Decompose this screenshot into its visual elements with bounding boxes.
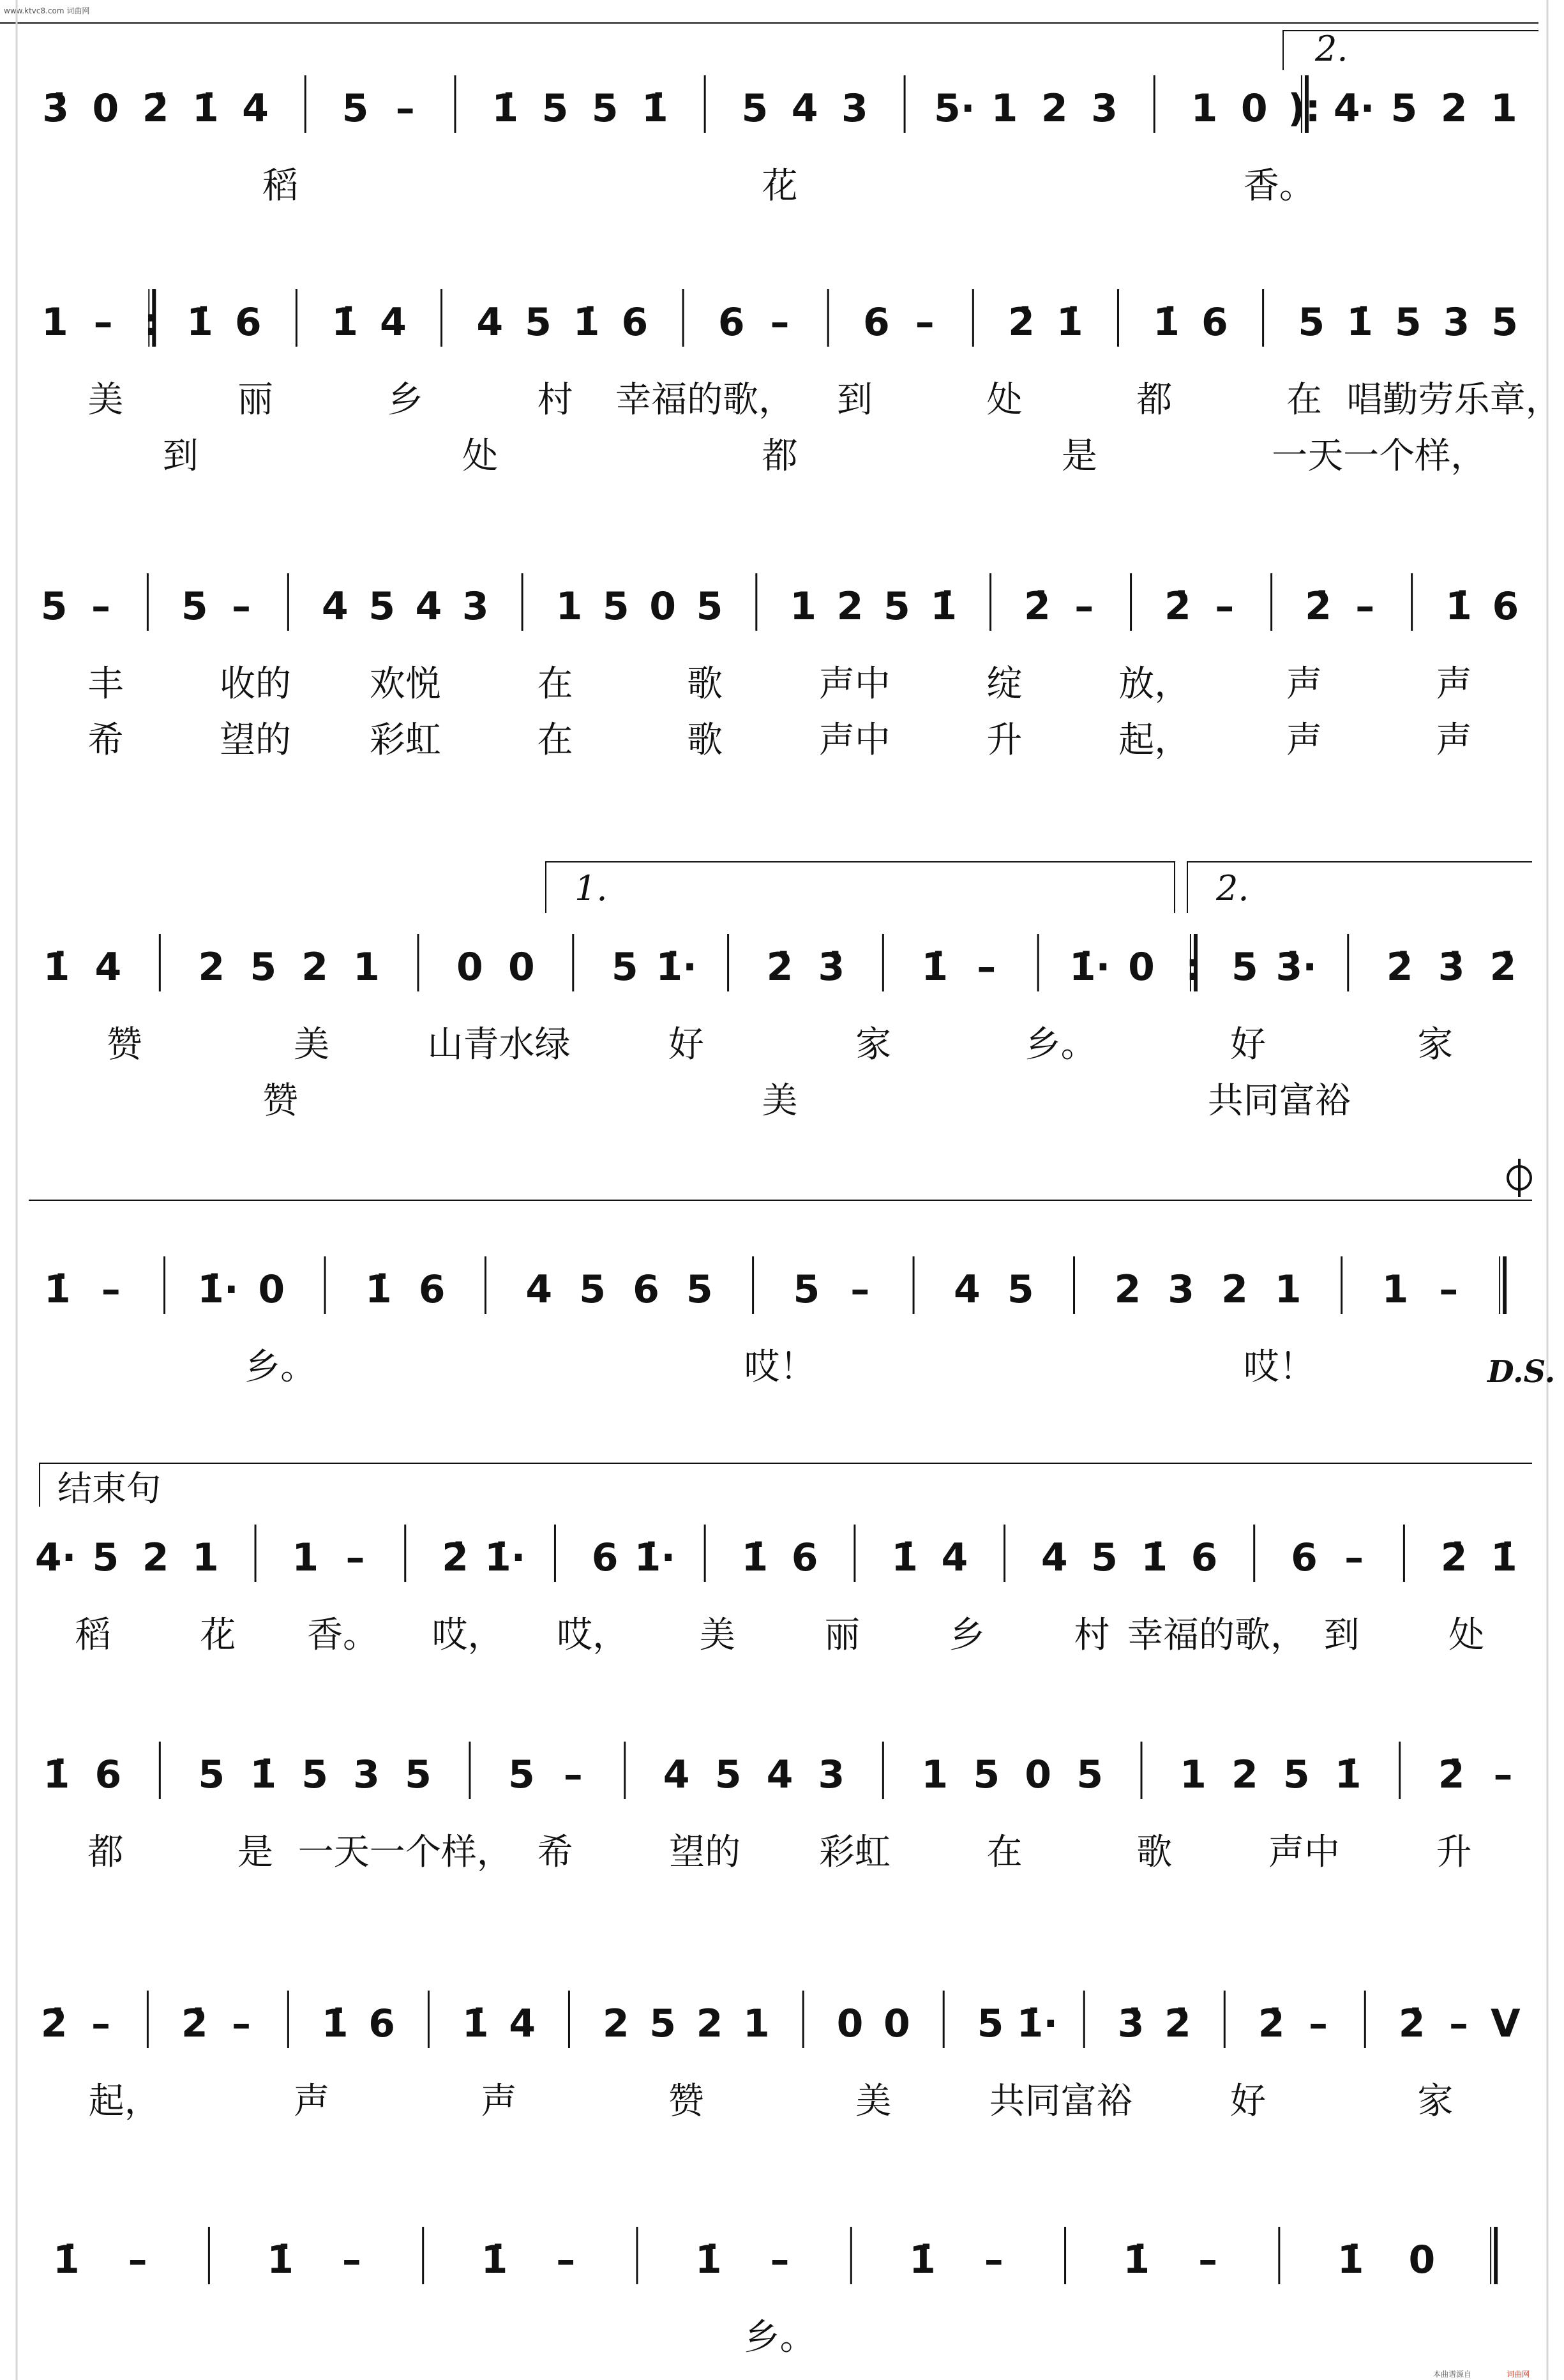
note: 4 <box>379 300 407 345</box>
note: – <box>563 1752 583 1797</box>
note: 1 <box>1381 1267 1409 1312</box>
note: – <box>770 300 790 345</box>
note: 4 <box>476 300 504 345</box>
note: 0 <box>883 2001 910 2046</box>
lyric: 美 <box>762 1080 798 1122</box>
lyric: 丽 <box>237 379 274 421</box>
lyric: 是 <box>1061 435 1097 477</box>
note: 2̇ <box>40 2001 68 2046</box>
note: 5 <box>1231 945 1258 990</box>
note: 3 <box>1168 1267 1195 1312</box>
note: 5 <box>793 1267 820 1312</box>
note: 1̇· <box>656 945 697 990</box>
note: 1̇ <box>53 2238 80 2282</box>
note: 1̇ <box>43 945 70 990</box>
lyric: 幸福的歌， <box>615 379 795 421</box>
note: 4 <box>791 86 818 131</box>
note: 2̇ <box>1008 300 1035 345</box>
note: 3 <box>462 584 489 629</box>
note: – <box>770 2238 790 2282</box>
note: 5 <box>1076 1752 1103 1797</box>
note: 4 <box>941 1535 968 1580</box>
lyric: 在 <box>986 1832 1023 1873</box>
note: 4 <box>1041 1535 1068 1580</box>
volta-1-label: 1. <box>575 868 608 908</box>
lyric: 幸福的歌， <box>1127 1615 1307 1656</box>
note: 4 <box>954 1267 981 1312</box>
note: 5 <box>973 1752 1000 1797</box>
lyric: 共同富裕 <box>989 2081 1132 2122</box>
note: 4· <box>1333 86 1375 131</box>
note: 1 <box>1491 86 1517 131</box>
note: 3̇ <box>1117 2001 1145 2046</box>
note: 1̇ <box>1491 1535 1517 1580</box>
note: 1 <box>292 1535 319 1580</box>
note: 5 <box>696 584 723 629</box>
note: – <box>232 584 252 629</box>
lyric: 赞 <box>106 1024 142 1066</box>
lyric: 希 <box>537 1832 573 1873</box>
note: 5 <box>1394 300 1422 345</box>
lyric: 声 <box>294 2081 330 2122</box>
note: 3̇ <box>42 86 69 131</box>
lyric: 美 <box>87 379 124 421</box>
lyric: 乡。 <box>744 2317 816 2358</box>
note: 5 <box>591 86 619 131</box>
note: 5· <box>934 86 975 131</box>
lyric: 美 <box>699 1615 735 1656</box>
lyric: 声 <box>1286 719 1322 761</box>
note: 6 <box>1291 1535 1318 1580</box>
note: 1 <box>41 300 68 345</box>
note: 0 <box>1128 945 1155 990</box>
note: 0 <box>456 945 483 990</box>
lyric: 是 <box>237 1832 274 1873</box>
note: – <box>977 945 996 990</box>
note: 6 <box>1201 300 1228 345</box>
note: – <box>395 86 415 131</box>
lyric: 声 <box>481 2081 517 2122</box>
lyric: 歌 <box>687 719 723 761</box>
note: 1̇ <box>1123 2238 1150 2282</box>
lyric: 香。 <box>1243 165 1315 207</box>
note: 1̇ <box>930 584 958 629</box>
note: – <box>1448 2001 1468 2046</box>
note: 1̇ <box>1337 2238 1364 2282</box>
note: 2̇ <box>442 1535 469 1580</box>
ds-mark: D.S. <box>1487 1354 1556 1390</box>
note: 1̇ <box>267 2238 294 2282</box>
note: 5 <box>611 945 638 990</box>
note: 5 <box>92 1535 119 1580</box>
note: – <box>1439 1267 1459 1312</box>
note: 2̇ <box>1024 584 1051 629</box>
lyric: 彩虹 <box>369 719 441 761</box>
note: 2̇ <box>1398 2001 1425 2046</box>
note: 2 <box>1231 1752 1258 1797</box>
note: 1̇ <box>695 2238 722 2282</box>
note: 1̇· <box>484 1535 526 1580</box>
note: – <box>1344 1535 1364 1580</box>
note: 1̇ <box>1445 584 1472 629</box>
note: 5 <box>1298 300 1325 345</box>
note: 5 <box>741 86 769 131</box>
note: 1̇ <box>921 945 949 990</box>
note: 5 <box>1390 86 1418 131</box>
lyric: 到 <box>836 379 873 421</box>
note: – <box>556 2238 576 2282</box>
note: 2 <box>602 2001 629 2046</box>
note: 0 <box>92 86 119 131</box>
note: 1 <box>1191 86 1218 131</box>
lyric: 丰 <box>87 663 124 705</box>
note: 2̇ <box>1164 584 1191 629</box>
note: – <box>984 2238 1004 2282</box>
note: 2 <box>1221 1267 1248 1312</box>
note: 6 <box>94 1752 122 1797</box>
lyric: 稻 <box>75 1615 111 1656</box>
note: 1̇ <box>642 86 668 131</box>
note: 2 <box>836 584 864 629</box>
note: 3 <box>818 1752 845 1797</box>
note: 2 <box>696 2001 723 2046</box>
note: 5 <box>342 86 369 131</box>
note: 5 <box>1007 1267 1034 1312</box>
note: 5 <box>649 2001 677 2046</box>
note: 5 <box>714 1752 742 1797</box>
lyric: 美 <box>294 1024 330 1066</box>
lyric: 稻 <box>262 165 299 207</box>
note: 2̇ <box>1305 584 1332 629</box>
header-watermark: www.ktvc8.com 词曲网 <box>4 6 90 15</box>
lyric: 丽 <box>824 1615 861 1656</box>
lyric: 赞 <box>262 1080 299 1122</box>
footer-source-note: 本曲谱源自 <box>1433 2370 1472 2379</box>
note: 1̇ <box>44 1267 71 1312</box>
lyric: 乡。 <box>244 1346 317 1388</box>
volta-2-label: 2. <box>1315 29 1348 69</box>
lyric: 家 <box>855 1024 892 1066</box>
note: 2̇ <box>1164 2001 1191 2046</box>
note: 5 <box>883 584 910 629</box>
note: 3̇· <box>1275 945 1318 990</box>
note: – <box>850 1267 870 1312</box>
note: 1̇ <box>741 1535 769 1580</box>
lyric: 都 <box>1136 379 1173 421</box>
note: 4· <box>34 1535 77 1580</box>
note: 4 <box>94 945 122 990</box>
note: – <box>1493 1752 1513 1797</box>
note: 5 <box>301 1752 328 1797</box>
note: 1̇ <box>891 1535 918 1580</box>
lyric: 一天一个样， <box>1272 435 1487 477</box>
note: 2̇ <box>1386 945 1413 990</box>
note: 0 <box>1408 2238 1436 2282</box>
lyric: 哎！ <box>1243 1346 1315 1388</box>
lyric: 到 <box>162 435 199 477</box>
note: 4 <box>509 2001 536 2046</box>
lyric: 收的 <box>220 663 292 705</box>
note: 5 <box>525 300 552 345</box>
note: 4 <box>766 1752 793 1797</box>
note: 1̇· <box>1069 945 1111 990</box>
note: 1̇ <box>1141 1535 1168 1580</box>
ending-bracket <box>40 1463 1532 1507</box>
note: 5 <box>1091 1535 1118 1580</box>
note: – <box>1308 2001 1328 2046</box>
note: 1̇ <box>462 2001 489 2046</box>
note: 2 <box>1114 1267 1141 1312</box>
ending-label: 结束句 <box>57 1468 161 1509</box>
lyric: 望的 <box>220 719 292 761</box>
note: 0 <box>1240 86 1268 131</box>
note: 2 <box>198 945 225 990</box>
note: 0 <box>258 1267 285 1312</box>
note: 6 <box>718 300 745 345</box>
lyric: 彩虹 <box>818 1832 891 1873</box>
note: 4 <box>242 86 269 131</box>
note: – <box>232 2001 252 2046</box>
note: 2̇ <box>1489 945 1517 990</box>
note: 5 <box>40 584 68 629</box>
note: 6 <box>234 300 262 345</box>
lyric: 声 <box>1436 719 1472 761</box>
note: 0 <box>508 945 535 990</box>
lyric: 起， <box>88 2081 160 2122</box>
note: – <box>128 2238 147 2282</box>
note: 1̇ <box>492 86 519 131</box>
lyric: 香。 <box>306 1615 379 1656</box>
lyric: 哎， <box>432 1615 504 1656</box>
lyric: 赞 <box>668 2081 704 2122</box>
lyric: 处 <box>462 435 499 477</box>
note: 1̇ <box>1153 300 1180 345</box>
lyric: 花 <box>762 165 798 207</box>
lyric: 一天一个样， <box>297 1832 513 1873</box>
note: 2̇ <box>1438 1752 1465 1797</box>
lyric: 声中 <box>818 719 891 761</box>
lyric: 声中 <box>818 663 891 705</box>
note: 1̇ <box>909 2238 936 2282</box>
volta-1-bracket <box>546 862 1175 913</box>
repeat-sign: : <box>1185 945 1201 990</box>
note: 6 <box>418 1267 446 1312</box>
lyric: 望的 <box>669 1832 741 1873</box>
note: 0 <box>1025 1752 1052 1797</box>
note: 1 <box>192 1535 219 1580</box>
note: 1̇ <box>365 1267 392 1312</box>
note: – <box>1074 584 1094 629</box>
note: 3 <box>1091 86 1118 131</box>
lyric: 声 <box>1286 663 1322 705</box>
note: 6 <box>863 300 890 345</box>
note: 3 <box>841 86 868 131</box>
note: 1 <box>742 2001 770 2046</box>
lyric: 处 <box>1448 1615 1485 1656</box>
lyric: 好 <box>1229 2081 1266 2122</box>
lyric: 都 <box>87 1832 124 1873</box>
note: 5 <box>579 1267 606 1312</box>
lyric: 到 <box>1323 1615 1360 1656</box>
lyric: 美 <box>855 2081 892 2122</box>
note: 3̇ <box>1438 945 1465 990</box>
note: – <box>342 2238 361 2282</box>
note: 5 <box>250 945 277 990</box>
note: 6 <box>633 1267 659 1312</box>
note: 5 <box>686 1267 713 1312</box>
note: 1 <box>353 945 380 990</box>
note: 1 <box>790 584 817 629</box>
note: 0 <box>836 2001 864 2046</box>
note: 5 <box>368 584 395 629</box>
note: 5 <box>508 1752 535 1797</box>
lyric: 哎！ <box>744 1346 816 1388</box>
lyric: 歌 <box>687 663 723 705</box>
note: 6 <box>1492 584 1519 629</box>
note: 5 <box>1282 1752 1310 1797</box>
note: – <box>1215 584 1235 629</box>
note: 5 <box>977 2001 1004 2046</box>
note: 1 <box>1274 1267 1302 1312</box>
note: – <box>91 584 111 629</box>
note: 5 <box>405 1752 432 1797</box>
note: 3 <box>353 1752 380 1797</box>
lyric: 好 <box>668 1024 704 1066</box>
note: 1̇ <box>331 300 358 345</box>
lyric: 乡。 <box>1025 1024 1097 1066</box>
lyric: 声 <box>1436 663 1472 705</box>
note: 1̇ <box>192 86 219 131</box>
lyric: 共同富裕 <box>1207 1080 1351 1122</box>
lyric: 在 <box>537 719 573 761</box>
note: – <box>91 2001 111 2046</box>
note: 1̇ <box>573 300 600 345</box>
repeat-sign: ): <box>1288 86 1321 131</box>
lyric: 村 <box>1074 1615 1110 1656</box>
lyric: 哎， <box>557 1615 629 1656</box>
note: 6 <box>1191 1535 1218 1580</box>
note: 2̇ <box>142 86 169 131</box>
note: 5 <box>541 86 569 131</box>
note: 4 <box>525 1267 553 1312</box>
note: 6 <box>791 1535 818 1580</box>
lyric: 村 <box>537 379 573 421</box>
note: – <box>93 300 113 345</box>
note: 3 <box>1443 300 1470 345</box>
note: 1̇ <box>1346 300 1373 345</box>
lyric: 家 <box>1417 1024 1454 1066</box>
lyric: 起， <box>1118 719 1191 761</box>
repeat-sign: V <box>1491 2001 1521 2046</box>
lyric: 唱勤劳乐章， <box>1346 379 1561 421</box>
note: 4 <box>321 584 349 629</box>
lyric: 绽 <box>986 663 1023 705</box>
lyric: 乡 <box>949 1615 985 1656</box>
lyric: 放， <box>1118 663 1191 705</box>
note: 2̇ <box>181 2001 208 2046</box>
note: 1̇· <box>197 1267 239 1312</box>
lyric: 乡 <box>387 379 423 421</box>
note: 3̇ <box>818 945 845 990</box>
note: 5 <box>198 1752 225 1797</box>
lyric: 声中 <box>1268 1832 1340 1873</box>
lyric: 处 <box>986 379 1023 421</box>
repeat-sign: : <box>144 300 160 345</box>
note: 5 <box>181 584 208 629</box>
note: 1 <box>555 584 583 629</box>
lyric: 都 <box>762 435 798 477</box>
lyric: 希 <box>87 719 124 761</box>
note: 2 <box>1041 86 1068 131</box>
note: 1̇ <box>481 2238 508 2282</box>
note: 1 <box>991 86 1018 131</box>
note: 1̇· <box>634 1535 676 1580</box>
note: 5 <box>1491 300 1519 345</box>
lyric: 家 <box>1417 2081 1454 2122</box>
lyric: 歌 <box>1136 1832 1173 1873</box>
note: 6 <box>591 1535 619 1580</box>
lyric: 山青水绿 <box>427 1024 571 1066</box>
lyric: 在 <box>537 663 573 705</box>
note: – <box>101 1267 121 1312</box>
note: 2̇ <box>1258 2001 1285 2046</box>
note: 1̇ <box>1056 300 1083 345</box>
note: 6 <box>621 300 649 345</box>
note: 2̇ <box>1440 1535 1468 1580</box>
note: 1̇· <box>1016 2001 1058 2046</box>
note: – <box>1198 2238 1218 2282</box>
note: – <box>1355 584 1375 629</box>
note: 2 <box>301 945 328 990</box>
note: 2 <box>142 1535 169 1580</box>
note: 2̇ <box>766 945 793 990</box>
lyric: 花 <box>200 1615 236 1656</box>
lyric: 欢悦 <box>369 663 441 705</box>
volta-2b-label: 2. <box>1216 868 1249 908</box>
note: 0 <box>649 584 677 629</box>
note: 4 <box>415 584 442 629</box>
note: 5 <box>602 584 629 629</box>
note: 1̇ <box>186 300 213 345</box>
lyric: 升 <box>986 719 1023 761</box>
note: 2 <box>1440 86 1468 131</box>
note: 1 <box>1180 1752 1207 1797</box>
lyric: 升 <box>1436 1832 1472 1873</box>
note: 1 <box>921 1752 949 1797</box>
lyric: 好 <box>1229 1024 1266 1066</box>
note: – <box>915 300 935 345</box>
lyric: 在 <box>1286 379 1322 421</box>
footer-logo: 词曲网 <box>1507 2370 1530 2379</box>
note: 1̇ <box>43 1752 70 1797</box>
note: 6 <box>368 2001 395 2046</box>
note: 1̇ <box>321 2001 349 2046</box>
note: – <box>345 1535 365 1580</box>
note: 4 <box>663 1752 690 1797</box>
note: 1̇ <box>250 1752 277 1797</box>
note: 1̇ <box>1334 1752 1362 1797</box>
